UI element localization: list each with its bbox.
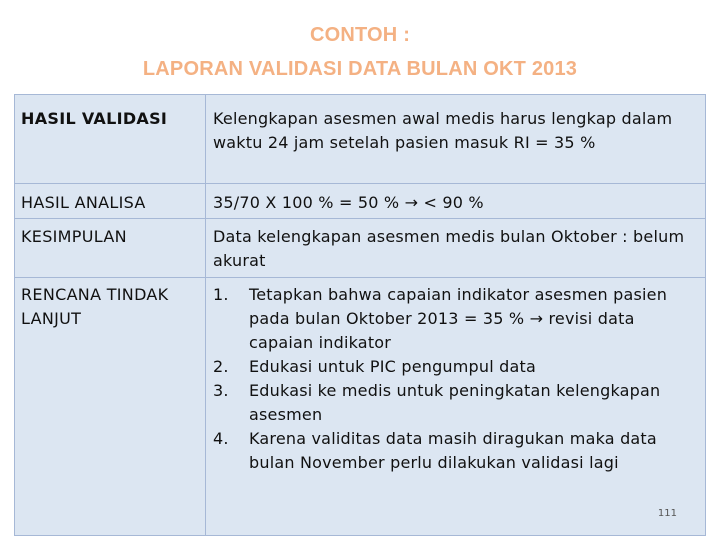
row-value-kesimpulan: Data kelengkapan asesmen medis bulan Oktober : belum akurat (213, 227, 685, 270)
row-label-rencana-tindak-lanjut: RENCANA TINDAK LANJUT (21, 285, 169, 328)
row-label-hasil-validasi: HASIL VALIDASI (21, 109, 168, 128)
row-divider (15, 277, 705, 278)
list-item: 1. Tetapkan bahwa capaian indikator asesmen pasien pada bulan Oktober 2013 = 35 % → revisi data capaian indikator (213, 285, 668, 352)
slide-title-line2: LAPORAN VALIDASI DATA BULAN OKT 2013 (142, 58, 578, 80)
validation-report-table (14, 94, 706, 536)
row-divider (15, 218, 705, 219)
page-number: 111 (657, 508, 677, 519)
row-value-hasil-validasi: Kelengkapan asesmen awal medis harus lengkap dalam waktu 24 jam setelah pasien masuk RI = 35 % (213, 109, 673, 152)
list-item: 2. Edukasi untuk PIC pengumpul data (213, 357, 537, 376)
list-item: 4. Karena validitas data masih diragukan maka data bulan November perlu dilakukan validasi lagi (213, 429, 657, 472)
row-value-rencana-tindak-lanjut (213, 283, 701, 475)
column-divider (205, 95, 206, 535)
row-divider (15, 183, 705, 184)
row-label-hasil-analisa: HASIL ANALISA (21, 193, 146, 212)
list-item: 3. Edukasi ke medis untuk peningkatan kelengkapan asesmen (213, 381, 661, 424)
row-value-hasil-analisa: 35/70 X 100 % = 50 % → < 90 % (213, 193, 484, 212)
slide-title-line1: CONTOH : (309, 24, 411, 46)
action-plan-list (213, 283, 701, 475)
row-label-kesimpulan: KESIMPULAN (21, 227, 127, 246)
